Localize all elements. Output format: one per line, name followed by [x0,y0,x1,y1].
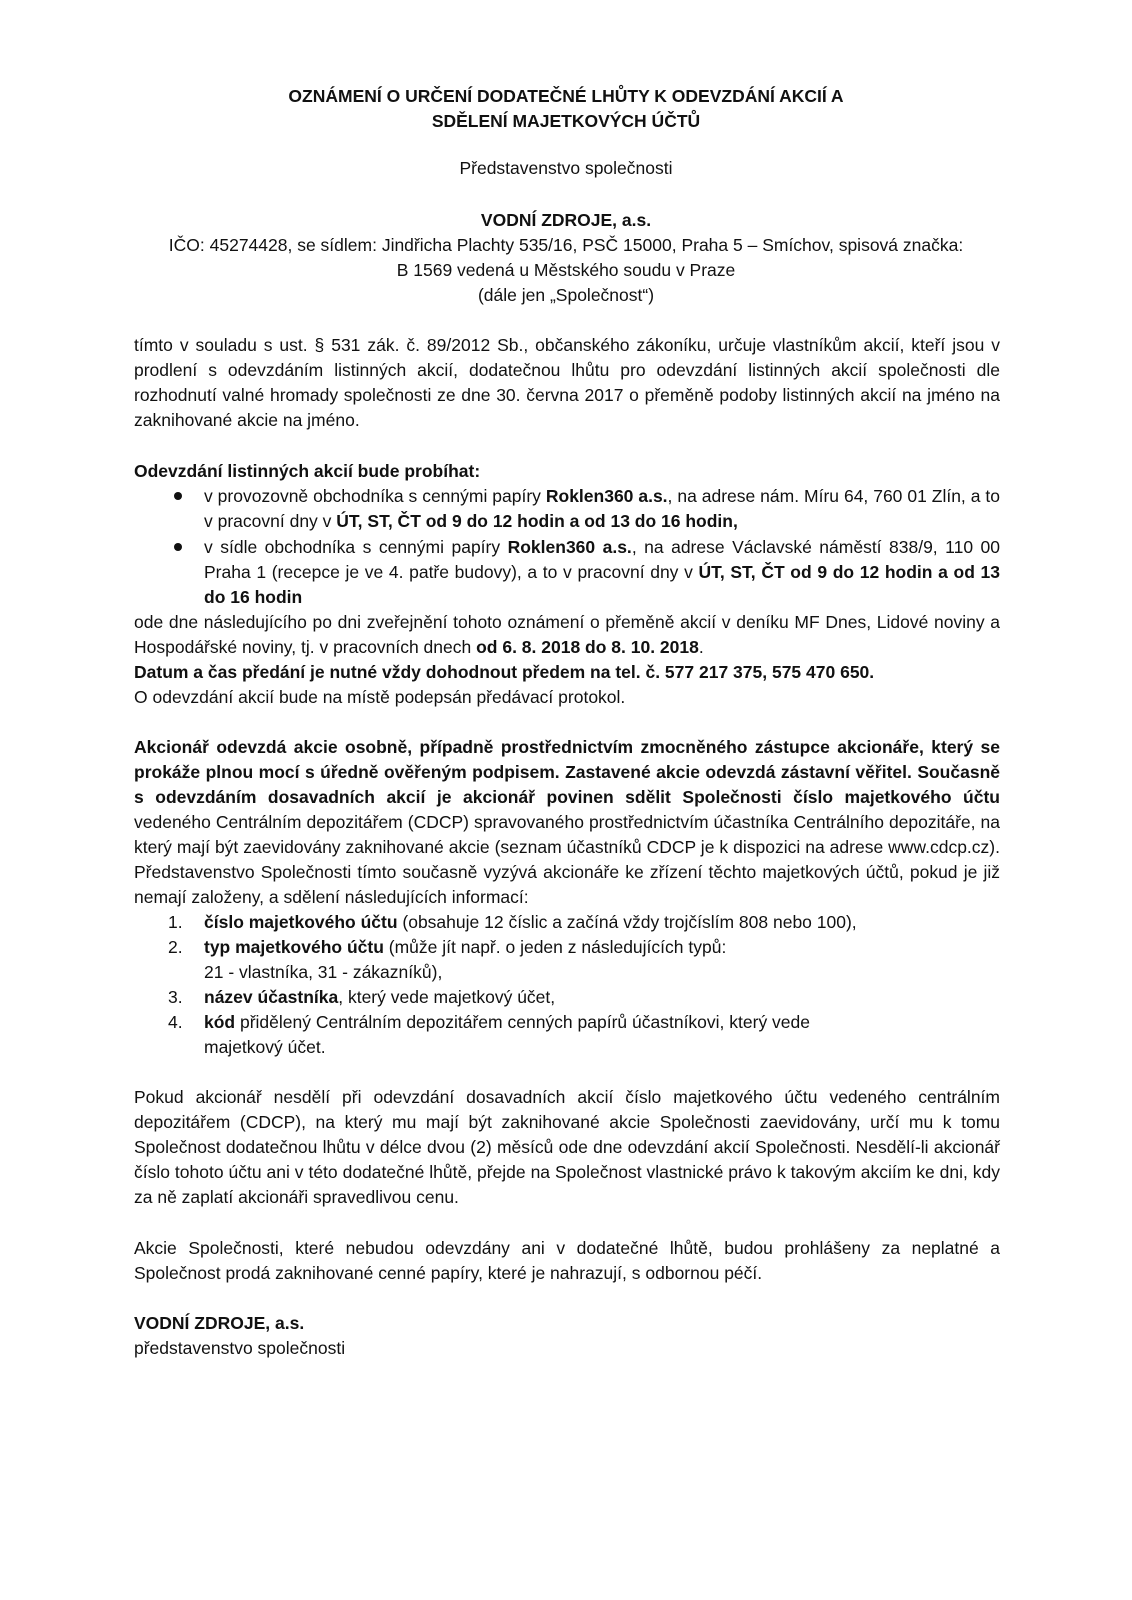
delivery-period [134,610,1000,660]
location-text: v provozovně obchodníka s cennými papíry [204,486,546,506]
invalid-shares-paragraph: Akcie Společnosti, které nebudou odevzdány ani v dodatečné lhůtě, budou prohlášeny za neplatné a Společnost prodá zaknihované cenné papíry, které je nahrazují, s odbornou péčí. [134,1238,1000,1283]
shareholder-details: vedeného Centrálním depozitářem (CDCP) spravovaného prostřednictvím účastníka Centrálního depozitáře, na který mají být zaevidovány zaknihované akcie (seznam účastníků CDCP je k dispozici na adrese www.cdcp.cz). Představenstvo Společnosti tímto současně vyzývá akcionáře ke zřízení těchto majetkových účtů, pokud je již nemají založeny, a sdělení následujících informací: [134,812,1000,907]
location-text: v sídle obchodníka s cennými papíry [204,537,508,557]
period-text: ode dne následujícího po dni zveřejnění tohoto oznámení o přeměně akcií v deníku MF Dnes, Lidové noviny a Hospodářské noviny, tj. v pracovních dnech [134,612,1000,657]
item-text-line-2: 21 - vlastníka, 31 - zákazníků), [204,962,443,982]
broker-name: Roklen360 a.s. [545,486,668,506]
delivery-location-praha [204,535,1000,610]
opening-hours: ÚT, ST, ČT od 9 do 12 hodin a od 13 do 16 hodin, [336,511,738,531]
bullet-icon [174,535,184,545]
list-item-account-type [204,935,1000,985]
failure-paragraph: Pokud akcionář nesdělí při odevzdání dosavadních akcií číslo majetkového účtu vedeného centrálním depozitářem (CDCP), na který mu mají být zaknihované akcie Společnosti zaevidovány, určí mu k tomu Společnost dodatečnou lhůtu v délce dvou (2) měsíců ode dne odevzdání akcií Společnosti. Nesdělí-li akcionář číslo tohoto účtu ani v této dodatečné lhůtě, přejde na Společnost vlastnické právo k takovým akciím ke dni, kdy za ně zaplatí akcionáři spravedlivou cenu. [134,1087,1000,1207]
item-text: (může jít např. o jeden z následujících typů: [383,937,727,957]
signature-role: představenstvo společnosti [134,1338,346,1358]
item-text: (obsahuje 12 číslic a začíná vždy trojčíslím 808 nebo 100), [397,912,857,932]
shareholder-duty: Akcionář odevzdá akcie osobně, případně prostřednictvím zmocněného zástupce akcionáře, který se prokáže plnou mocí s úředně ověřeným podpisem. Zastavené akcie odevzdá zástavní věřitel. Současně s odevzdáním dosavadních akcií je akcionář povinen sdělit Společnosti číslo majetkového účtu [134,737,1000,807]
list-number: 2. [168,937,183,957]
title-line-2: SDĚLENÍ MAJETKOVÝCH ÚČTŮ [431,111,701,131]
company-name: VODNÍ ZDROJE, a.s. [480,210,652,230]
list-item-code [204,1010,844,1060]
list-number: 3. [168,987,183,1007]
company-details-line-1: IČO: 45274428, se sídlem: Jindřicha Plachty 535/16, PSČ 15000, Praha 5 – Smíchov, spisová značka: [168,235,964,255]
location-text: , na adrese nám. Míru 64, 760 01 Zlín, a to v pracovní dny v [204,486,1000,531]
period-dates: od 6. 8. 2018 do 8. 10. 2018 [476,637,699,657]
item-term: typ majetkového účtu [204,937,384,957]
delivery-location-zlin [204,484,1000,534]
list-item-account-number [204,910,1000,935]
shareholder-paragraph [134,735,1000,910]
company-details-line-2: B 1569 vedená u Městského soudu v Praze [396,260,736,280]
bullet-icon [174,484,184,494]
protocol-note: O odevzdání akcií bude na místě podepsán předávací protokol. [134,687,626,707]
signature-company: VODNÍ ZDROJE, a.s. [134,1313,305,1333]
list-number: 4. [168,1012,183,1032]
opening-hours: ÚT, ST, ČT od 9 do 12 hodin a od 13 do 16 hodin [204,562,1000,607]
item-text: , který vede majetkový účet, [338,987,556,1007]
location-text: , na adrese Václavské náměstí 838/9, 110 00 Praha 1 (recepce je ve 4. patře budovy), a to v pracovní dny v [204,537,1000,582]
board-label: Představenstvo společnosti [459,158,673,178]
signature-block [134,1311,1000,1361]
delivery-heading: Odevzdání listinných akcií bude probíhat: [134,461,481,481]
period-end: . [698,637,704,657]
item-term: název účastníka [204,987,339,1007]
item-text: přidělený Centrálním depozitářem cenných papírů účastníkovi, který vede majetkový účet. [204,1012,811,1057]
list-item-participant-name [204,985,1000,1010]
appointment-note: Datum a čas předání je nutné vždy dohodnout předem na tel. č. 577 217 375, 575 470 650. [134,662,875,682]
item-term: číslo majetkového účtu [204,912,398,932]
company-alias: (dále jen „Společnost“) [477,285,655,305]
broker-name: Roklen360 a.s. [507,537,632,557]
document-title [0,84,1132,134]
issuer-block [0,208,1132,308]
intro-paragraph: tímto v souladu s ust. § 531 zák. č. 89/2012 Sb., občanského zákoníku, určuje vlastníkům akcií, kteří jsou v prodlení s odevzdáním listinných akcií, dodatečnou lhůtu pro odevzdání listinných akcií společnosti dle rozhodnutí valné hromady společnosti ze dne 30. června 2017 o přeměně podoby listinných akcií na jméno na zaknihované akcie na jméno. [134,335,1000,430]
item-term: kód [204,1012,236,1032]
title-line-1: OZNÁMENÍ O URČENÍ DODATEČNÉ LHŮTY K ODEVZDÁNÍ AKCIÍ A [288,86,844,106]
list-number: 1. [168,912,183,932]
